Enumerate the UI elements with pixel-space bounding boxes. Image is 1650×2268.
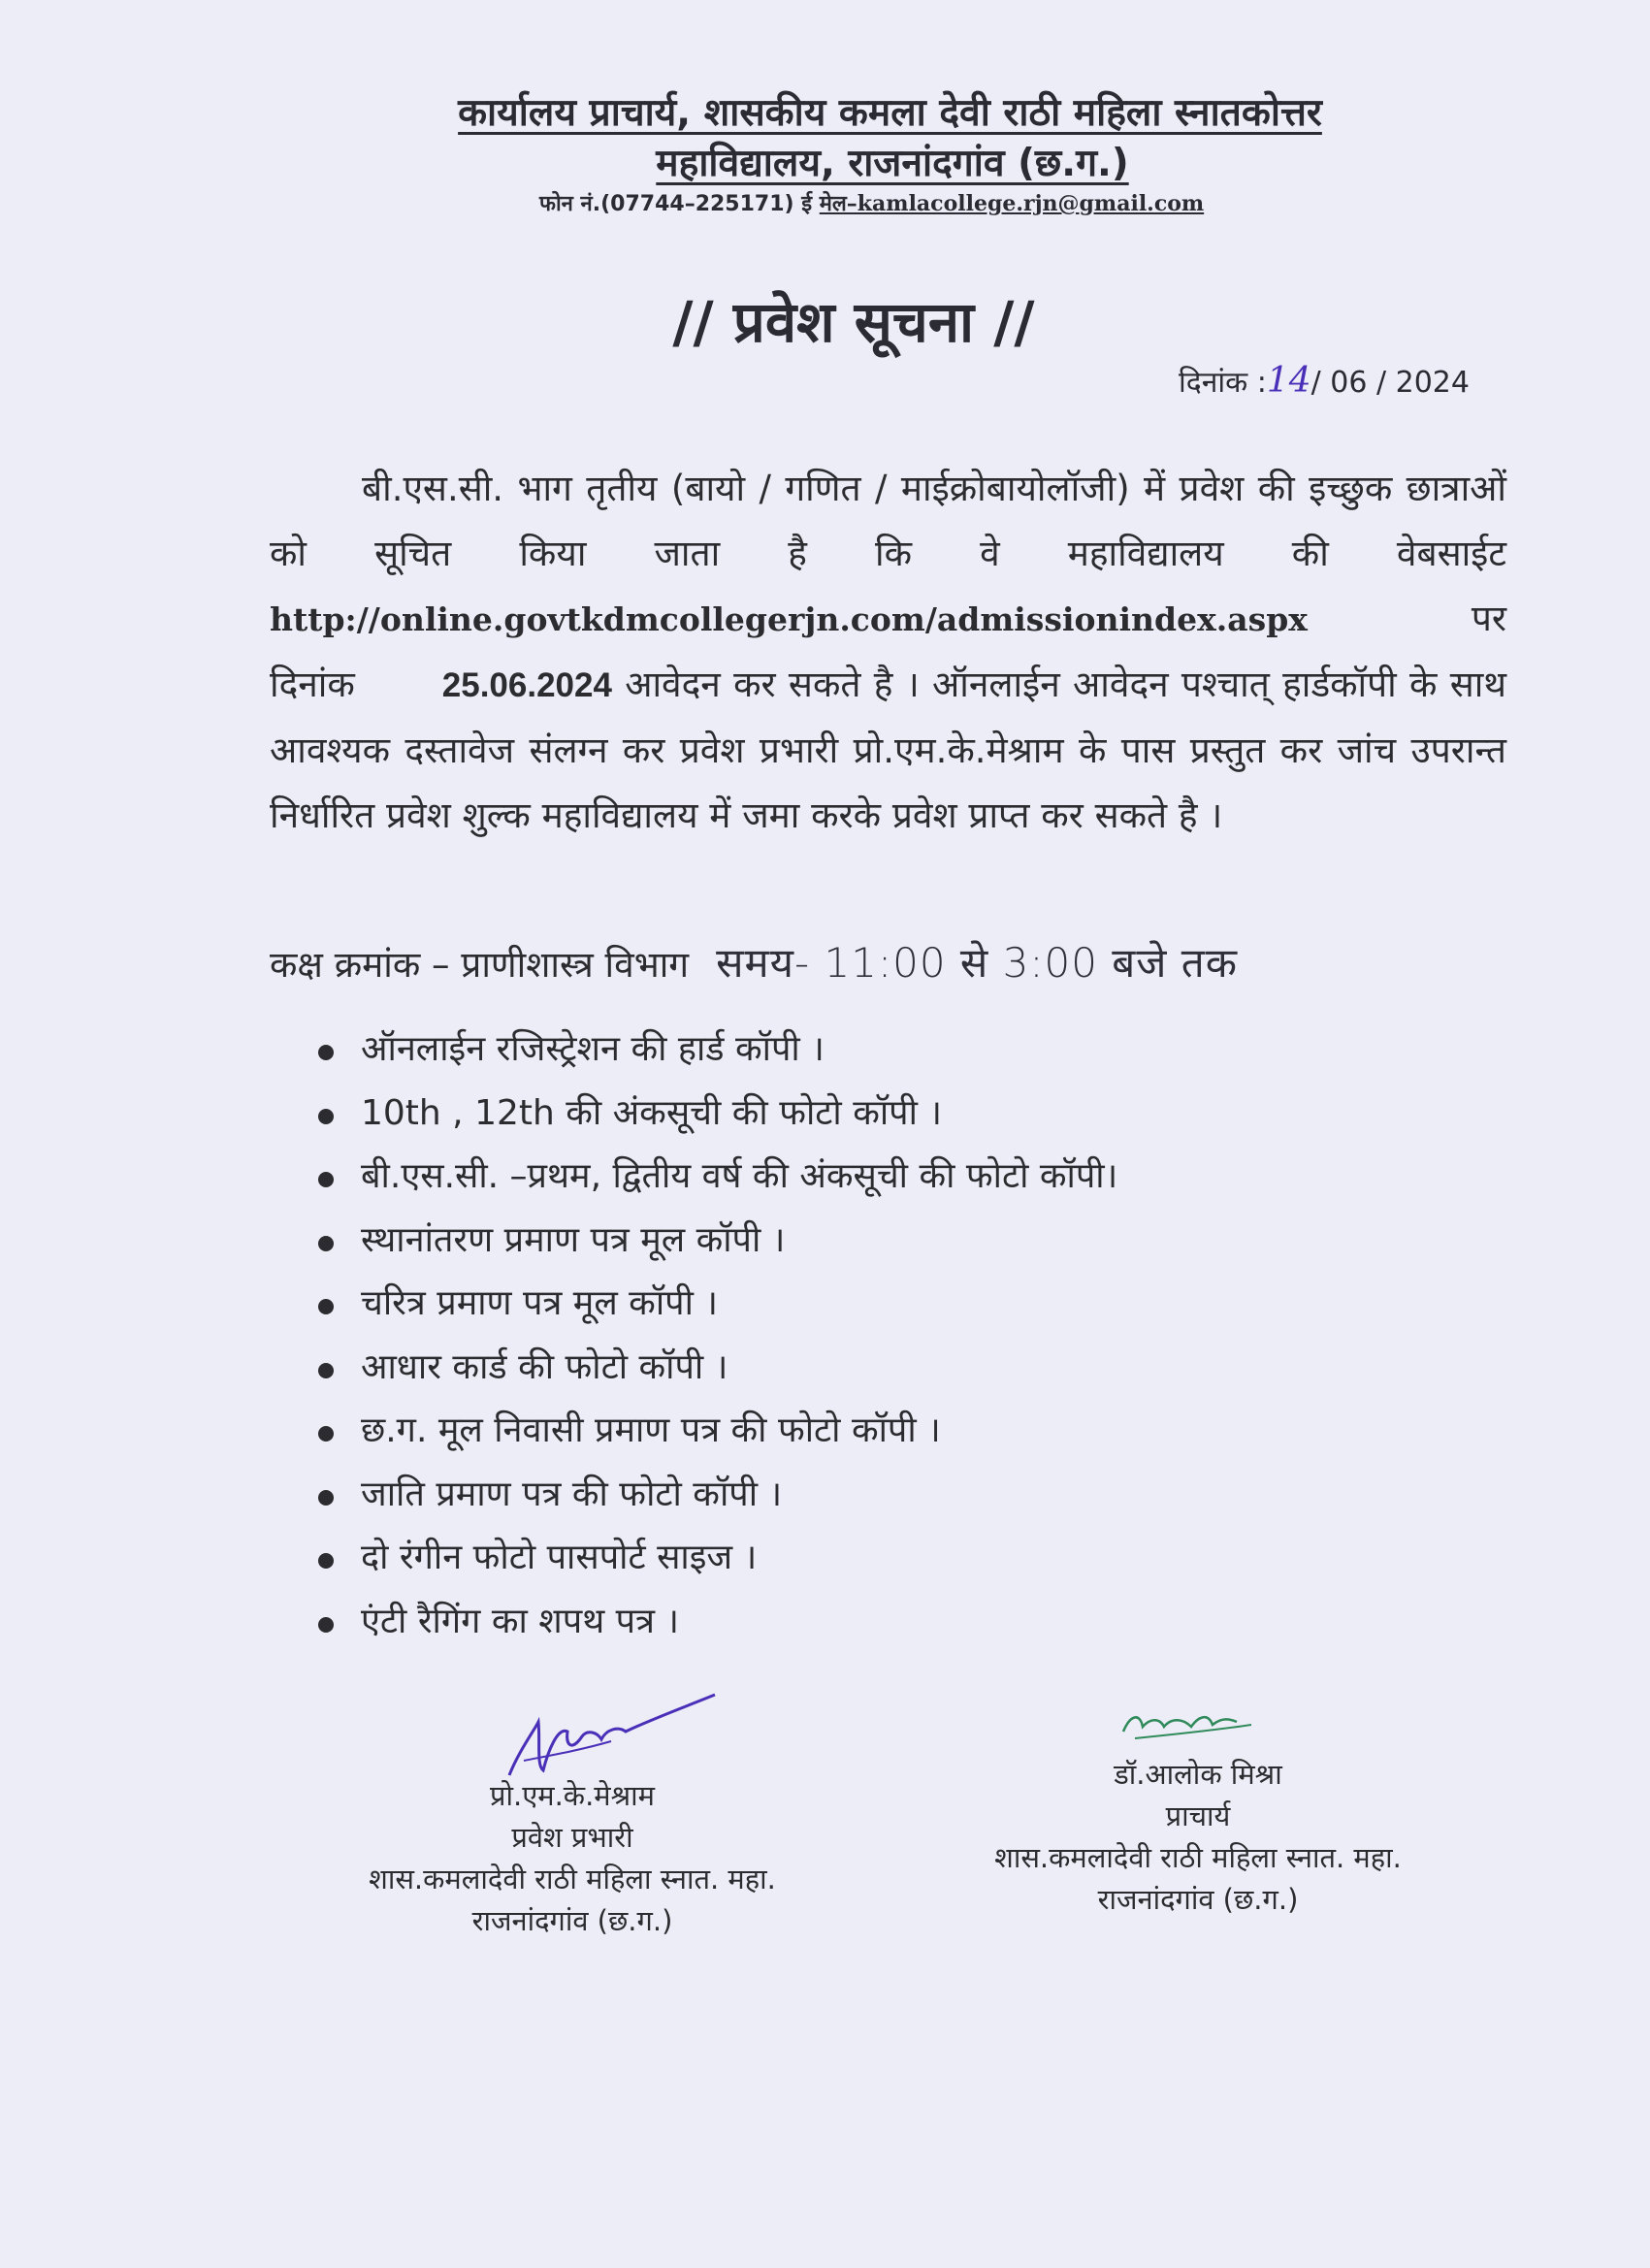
signature-mark-left — [490, 1683, 723, 1790]
body-part1: बी.एस.सी. भाग तृतीय (बायो / गणित / माईक्रोबायोलॉजी) में प्रवेश की इच्छुक छात्राओं को सूचित किया जाता है कि वे महाविद्यालय की वेबसाईट — [270, 468, 1506, 574]
body-paragraph — [270, 456, 1506, 848]
list-item: स्थानांतरण प्रमाण पत्र मूल कॉपी । — [310, 1215, 1474, 1279]
signature-block-right — [907, 1754, 1489, 1921]
signature-mark-right — [1116, 1698, 1261, 1746]
last-date: 25.06.2024 — [441, 666, 612, 704]
list-item: दो रंगीन फोटो पासपोर्ट साइज । — [310, 1532, 1474, 1596]
date-label: दिनांक : — [1179, 366, 1267, 400]
required-documents-list — [310, 1023, 1474, 1659]
signatory-place: राजनांदगांव (छ.ग.) — [1097, 1883, 1299, 1916]
signatory-role: प्रवेश प्रभारी — [511, 1821, 633, 1854]
date-rest: / 06 / 2024 — [1310, 366, 1470, 400]
notice-date — [1179, 361, 1470, 401]
list-item: आधार कार्ड की फोटो कॉपी । — [310, 1342, 1474, 1406]
body-part2: पर दिनांक — [270, 598, 1506, 705]
list-item: ऑनलाईन रजिस्ट्रेशन की हार्ड कॉपी । — [310, 1023, 1474, 1087]
signatory-place: राजनांदगांव (छ.ग.) — [471, 1904, 673, 1937]
email-text: मेल–kamlacollege.rjn@gmail.com — [819, 191, 1205, 216]
signatory-org: शास.कमलादेवी राठी महिला स्नात. महा. — [369, 1863, 776, 1895]
list-item: 10th , 12th की अंकसूची की फोटो कॉपी । — [310, 1087, 1474, 1151]
date-day-handwritten: 14 — [1266, 361, 1311, 401]
list-item: छ.ग. मूल निवासी प्रमाण पत्र की फोटो कॉपी । — [310, 1405, 1474, 1469]
phone-text: फोन नं.(07744–225171) ई — [539, 192, 820, 216]
signatory-name: डॉ.आलोक मिश्रा — [1114, 1758, 1282, 1791]
signatory-name: प्रो.एम.के.मेश्राम — [489, 1779, 656, 1812]
room-text: कक्ष क्रमांक – प्राणीशास्त्र विभाग — [270, 944, 690, 986]
notice-title: // प्रवेश सूचना // — [672, 289, 1035, 355]
list-item: चरित्र प्रमाण पत्र मूल कॉपी । — [310, 1278, 1474, 1342]
signatory-org: शास.कमलादेवी राठी महिला स्नात. महा. — [994, 1841, 1402, 1874]
time-handwritten: समय- 11:00 से 3:00 बजे तक — [716, 939, 1239, 987]
list-item: एंटी रैगिंग का शपथ पत्र । — [310, 1596, 1474, 1660]
office-name-line1: कार्यालय प्राचार्य, शासकीय कमला देवी राठी महिला स्नातकोत्तर — [458, 91, 1322, 135]
contact-line — [539, 188, 1204, 217]
signature-block-left — [291, 1775, 854, 1942]
list-item: जाति प्रमाण पत्र की फोटो कॉपी । — [310, 1469, 1474, 1533]
office-name-line2: महाविद्यालय, राजनांदगांव (छ.ग.) — [656, 142, 1129, 185]
admission-url: http://online.govtkdmcollegerjn.com/admissionindex.aspx — [270, 600, 1308, 638]
signatory-role: प्राचार्य — [1165, 1799, 1231, 1832]
body-part3: आवेदन कर सकते है । ऑनलाईन आवेदन पश्चात् हार्डकॉपी के साथ आवश्यक दस्तावेज संलग्न कर प्रवेश प्रभारी प्रो.एम.के.मेश्राम के पास प्रस्तुत कर जांच उपरान्त निर्धारित प्रवेश शुल्क महाविद्यालय में जमा करके प्रवेश प्राप्त कर सकते है । — [270, 664, 1506, 836]
room-line — [270, 934, 1628, 989]
list-item: बी.एस.सी. –प्रथम, द्वितीय वर्ष की अंकसूची की फोटो कॉपी। — [310, 1150, 1474, 1215]
